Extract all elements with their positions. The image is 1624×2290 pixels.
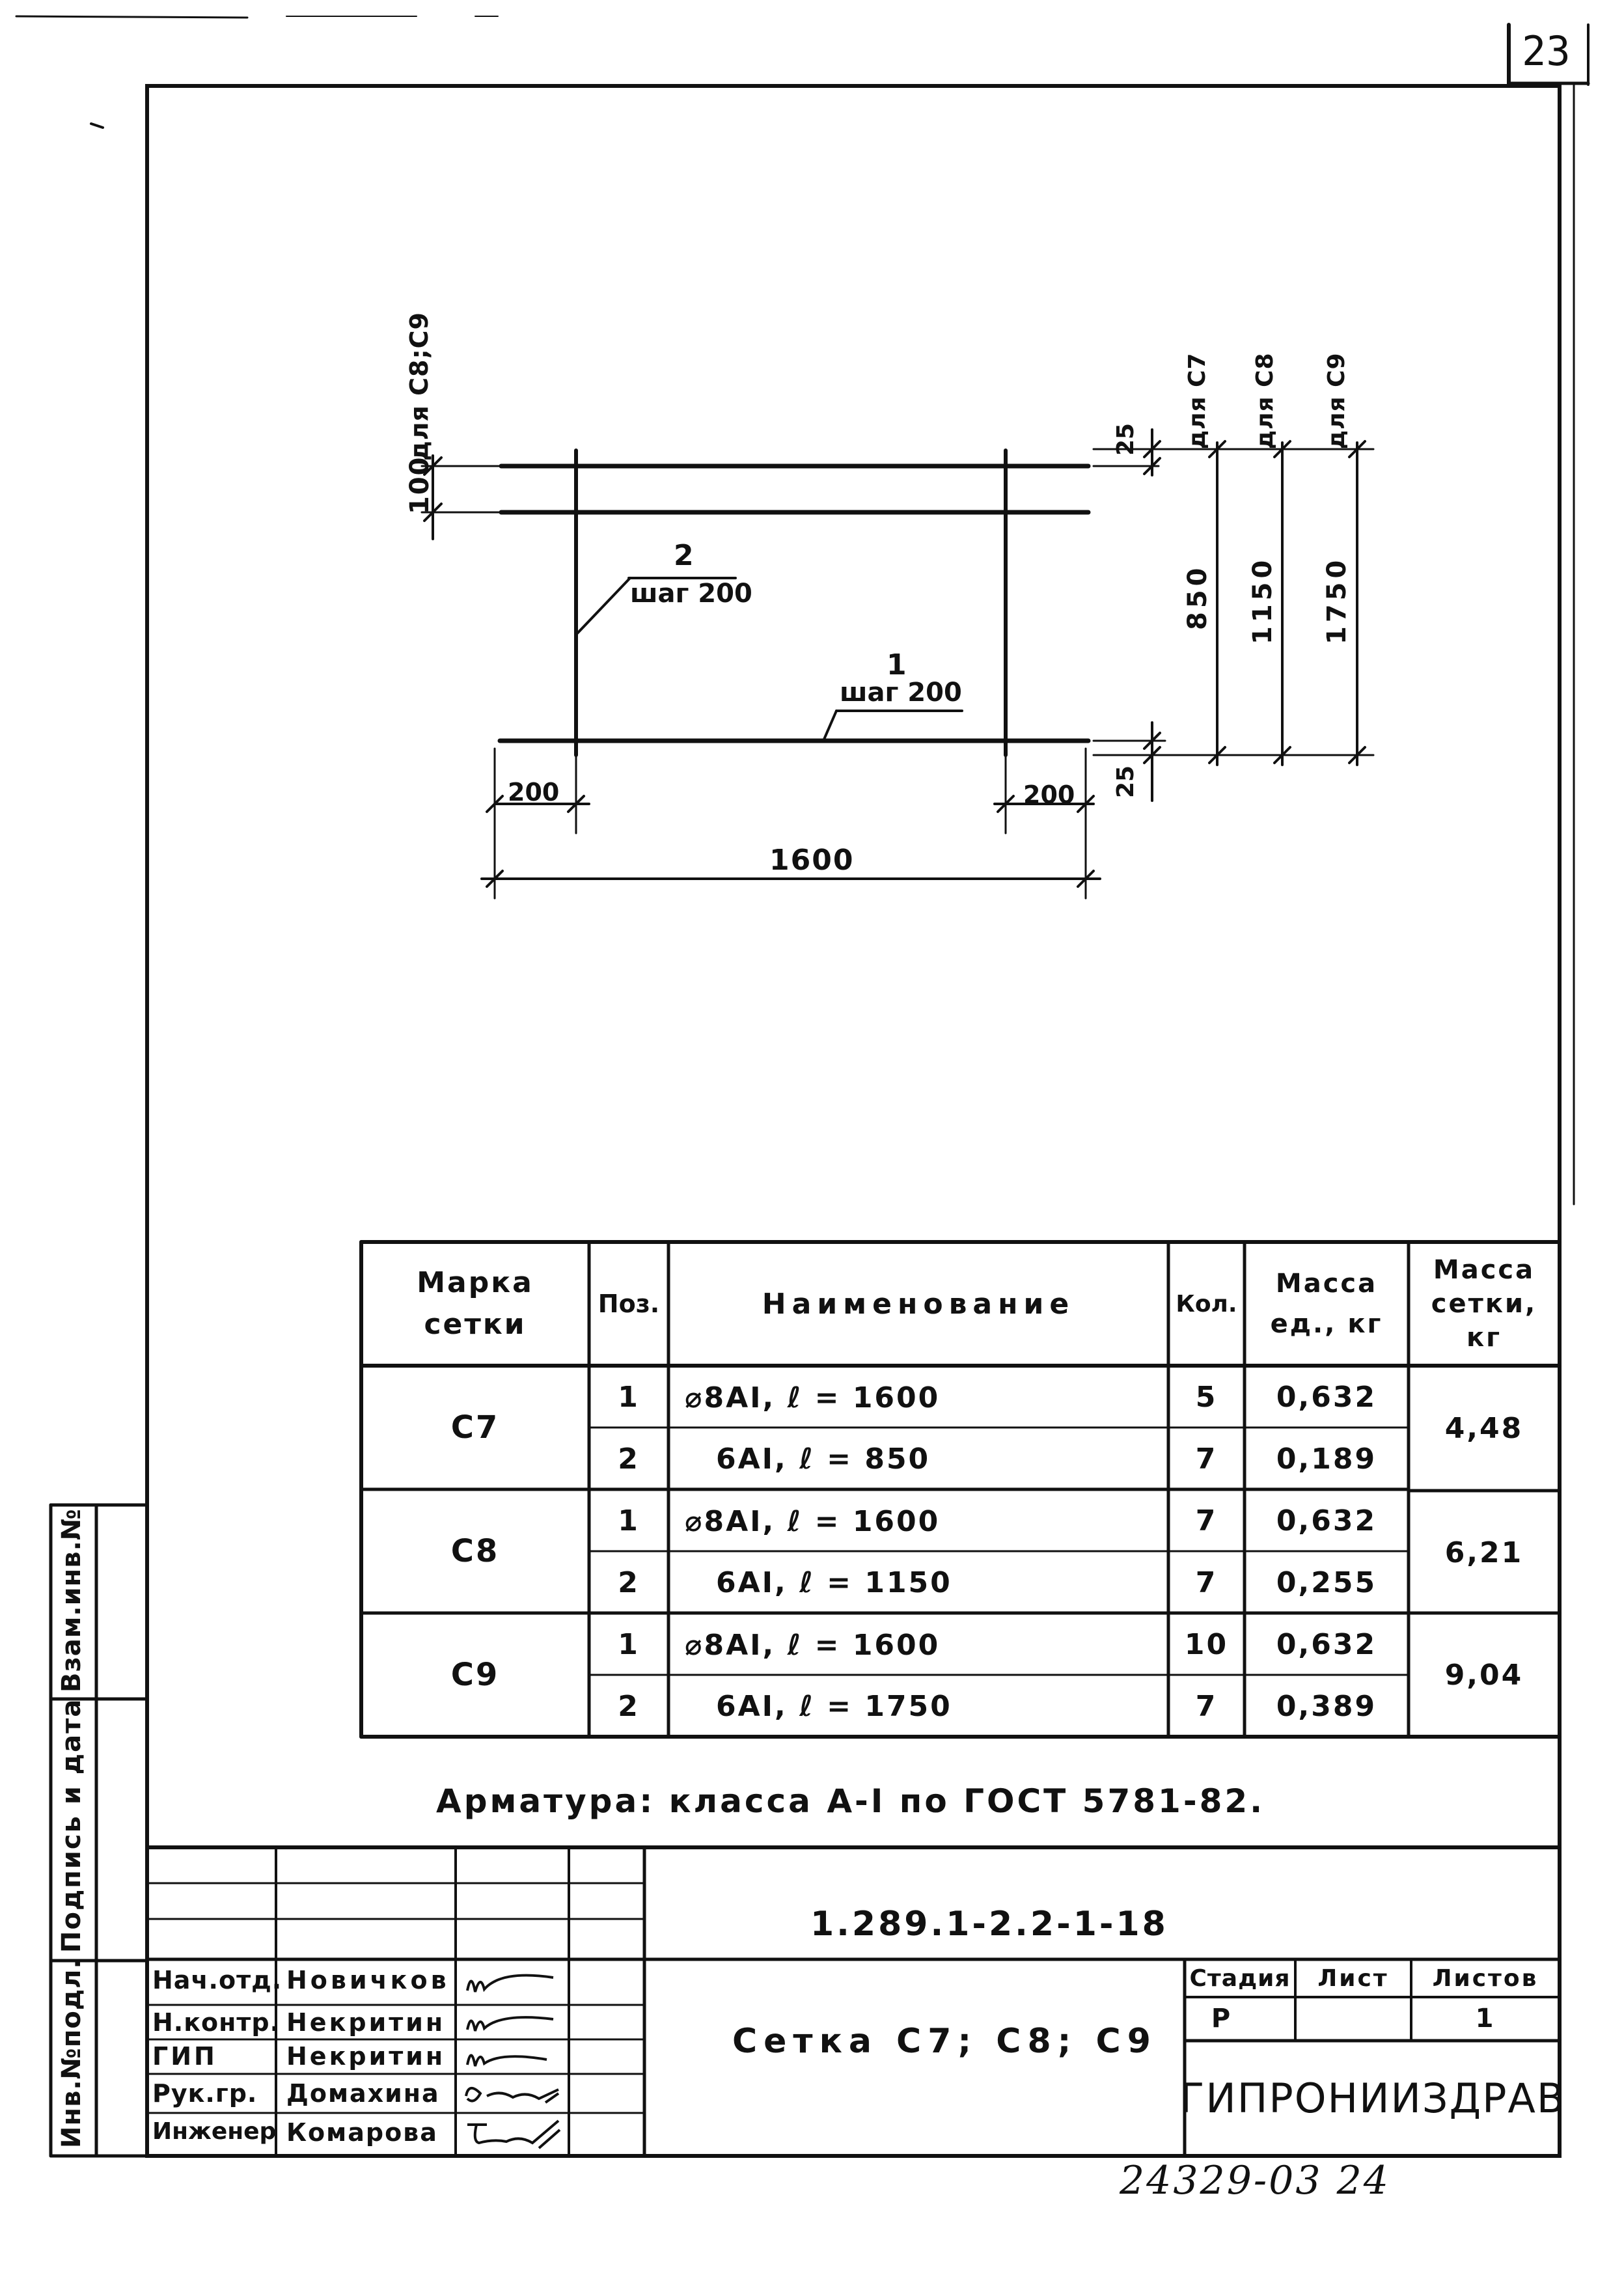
sheet-header: Лист	[1317, 1965, 1389, 1992]
header-name: Наименование	[762, 1287, 1075, 1321]
note-for-c8: для С8	[1252, 352, 1278, 449]
dim-1600: 1600	[769, 844, 855, 877]
table-row-unit-mass: 0,255	[1276, 1566, 1377, 1599]
note-for-c7: для С7	[1184, 352, 1211, 449]
signature-komarova	[461, 2116, 565, 2155]
pos1-label: 1	[887, 648, 908, 682]
dim-850: 850	[1183, 564, 1213, 630]
side-stamp-vzam-inv: Взам.инв.№	[57, 1508, 87, 1692]
signature-domakhina	[461, 2076, 565, 2114]
side-stamp-inv-podl: Инв.№подл.	[57, 1958, 87, 2148]
sheets-value: 1	[1475, 2004, 1496, 2034]
table-row-pos: 2	[618, 1442, 640, 1476]
staff-role: ГИП	[152, 2042, 217, 2071]
header-unit-mass: Масса ед., кг	[1270, 1269, 1383, 1339]
pos2-label: 2	[674, 539, 695, 572]
dim-25-top: 25	[1112, 422, 1139, 456]
side-stamp-signature-date: Подпись и дата	[57, 1698, 87, 1953]
table-row-group-c9-mesh-mass: 9,04	[1444, 1658, 1524, 1692]
table-row-name: ⌀8АI, ℓ = 1600	[685, 1381, 941, 1414]
table-row-qty: 7	[1195, 1442, 1218, 1476]
table-row-group-c9-mark: С9	[450, 1657, 500, 1693]
table-row-group-c8-mesh-mass: 6,21	[1444, 1536, 1524, 1569]
reinforcement-note: Арматура: класса А-I по ГОСТ 5781-82.	[436, 1782, 1265, 1820]
header-mesh-mass: Масса сетки, кг	[1431, 1255, 1537, 1353]
table-row-unit-mass: 0,632	[1276, 1627, 1377, 1661]
table-row-name: ⌀8АI, ℓ = 1600	[685, 1629, 941, 1662]
staff-role: Инженер	[152, 2118, 277, 2145]
table-row-pos: 1	[618, 1504, 640, 1538]
staff-name: Комарова	[286, 2118, 438, 2147]
table-row-unit-mass: 0,189	[1276, 1442, 1377, 1476]
table-row-group-c7-mark: С7	[450, 1409, 500, 1446]
staff-name: Новичков	[286, 1966, 450, 1994]
archive-number: 24329-03 24	[1120, 2158, 1390, 2203]
table-row-pos: 1	[618, 1380, 640, 1414]
table-row-name: ⌀8АI, ℓ = 1600	[685, 1505, 941, 1538]
signature-nekritin-1	[462, 2006, 560, 2042]
table-row-qty: 7	[1195, 1689, 1218, 1723]
table-row-unit-mass: 0,389	[1276, 1689, 1377, 1723]
staff-name: Некритин	[286, 2042, 446, 2071]
stage-header: Стадия	[1189, 1965, 1291, 1992]
table-row-name: 6АI, ℓ = 1150	[716, 1566, 952, 1599]
table-row-qty: 7	[1195, 1504, 1218, 1538]
staff-name: Домахина	[286, 2079, 440, 2108]
table-row-qty: 7	[1195, 1566, 1218, 1599]
pos1-step: шаг 200	[840, 678, 962, 708]
table-row-group-c7-mesh-mass: 4,48	[1444, 1411, 1524, 1445]
dim-200-right: 200	[1023, 780, 1075, 809]
header-pos: Поз.	[598, 1290, 660, 1318]
header-mark: Марка сетки	[417, 1266, 534, 1341]
dim-1150: 1150	[1248, 556, 1278, 644]
sheets-header: Листов	[1432, 1965, 1539, 1992]
header-qty: Кол.	[1176, 1290, 1237, 1317]
dim-200-left: 200	[508, 778, 560, 807]
staff-name: Некритин	[286, 2008, 446, 2037]
table-row-unit-mass: 0,632	[1276, 1380, 1377, 1414]
signature-nekritin-2	[462, 2040, 560, 2076]
staff-role: Н.контр.	[152, 2008, 281, 2037]
drawing-title: Сетка С7; С8; С9	[732, 2022, 1157, 2061]
table-row-pos: 2	[618, 1566, 640, 1599]
organization-name: ГИПРОНИИЗДРАВ	[1179, 2074, 1566, 2122]
table-row-unit-mass: 0,632	[1276, 1504, 1377, 1538]
dim-100-note: для С8;С9	[405, 311, 434, 461]
table-row-name: 6АI, ℓ = 850	[716, 1442, 931, 1476]
table-row-pos: 1	[618, 1627, 640, 1661]
pos2-step: шаг 200	[630, 579, 752, 609]
table-row-qty: 5	[1195, 1380, 1218, 1414]
staff-role: Рук.гр.	[152, 2079, 258, 2108]
page-number: 23	[1522, 27, 1571, 75]
dim-100: 100	[405, 456, 435, 514]
document-code: 1.289.1-2.2-1-18	[810, 1905, 1168, 1944]
note-for-c9: для С9	[1323, 352, 1350, 449]
table-row-group-c8-mark: С8	[450, 1533, 500, 1569]
table-row-pos: 2	[618, 1689, 640, 1723]
signature-novichkov	[462, 1965, 560, 2004]
dim-1750: 1750	[1322, 556, 1352, 644]
staff-role: Нач.отд.	[152, 1966, 282, 1994]
dim-25-bottom: 25	[1112, 765, 1139, 798]
sheet-value	[1297, 1998, 1410, 2039]
table-row-qty: 10	[1184, 1627, 1229, 1661]
table-row-name: 6АI, ℓ = 1750	[716, 1690, 952, 1723]
stage-value: Р	[1211, 2004, 1233, 2034]
